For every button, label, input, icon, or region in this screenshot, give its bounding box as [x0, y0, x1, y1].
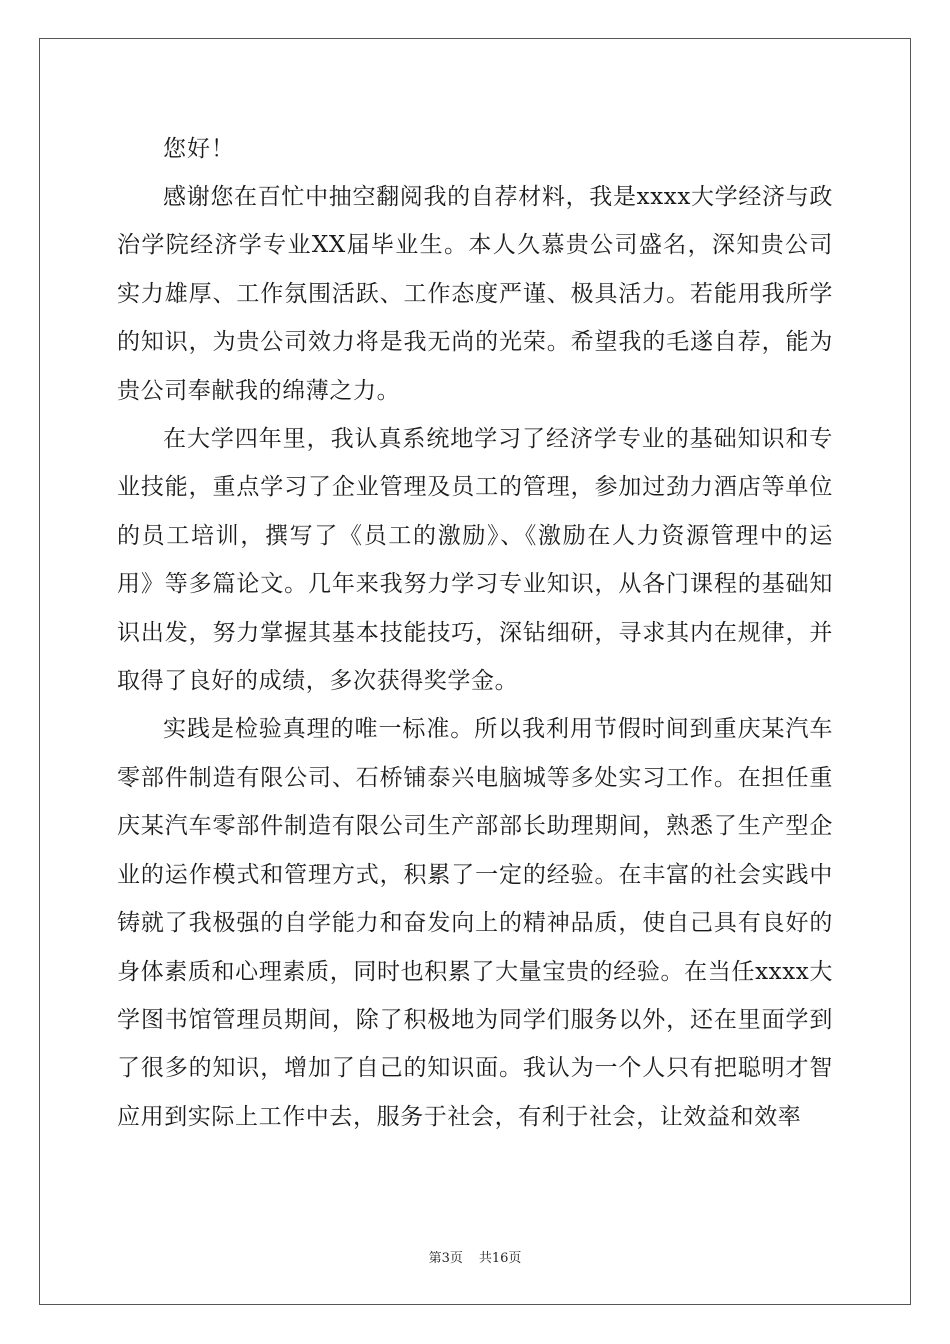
page-footer — [0, 1247, 950, 1266]
paragraph-practice: 实践是检验真理的唯一标准。所以我利用节假时间到重庆某汽车零部件制造有限公司、石桥铺泰兴电脑城等多处实习工作。在担任重庆某汽车零部件制造有限公司生产部部长助理期间，熟悉了生产型企业的运作模式和管理方式，积累了一定的经验。在丰富的社会实践中铸就了我极强的自学能力和奋发向上的精神品质，使自己具有良好的身体素质和心理素质，同时也积累了大量宝贵的经验。在当任xxxx大学图书馆管理员期间，除了积极地为同学们服务以外，还在里面学到了很多的知识，增加了自己的知识面。我认为一个人只有把聪明才智应用到实际上工作中去，服务于社会，有利于社会，让效益和效率 — [117, 716, 833, 1130]
page-number: 第3页 — [428, 1251, 463, 1266]
page-total: 共16页 — [478, 1251, 522, 1266]
paragraph-intro: 感谢您在百忙中抽空翻阅我的自荐材料，我是xxxx大学经济与政治学院经济学专业XX届毕业生。本人久慕贵公司盛名，深知贵公司实力雄厚、工作氛围活跃、工作态度严谨、极具活力。若能用我所学的知识，为贵公司效力将是我无尚的光荣。希望我的毛遂自荐，能为贵公司奉献我的绵薄之力。 — [117, 184, 833, 404]
greeting: 您好！ — [163, 136, 235, 162]
letter-body — [117, 125, 833, 1141]
paragraph-education: 在大学四年里，我认真系统地学习了经济学专业的基础知识和专业技能，重点学习了企业管理及员工的管理，参加过劲力酒店等单位的员工培训，撰写了《员工的激励》、《激励在人力资源管理中的运用》等多篇论文。几年来我努力学习专业知识，从各门课程的基础知识出发，努力掌握其基本技能技巧，深钻细研，寻求其内在规律，并取得了良好的成绩，多次获得奖学金。 — [117, 426, 833, 695]
